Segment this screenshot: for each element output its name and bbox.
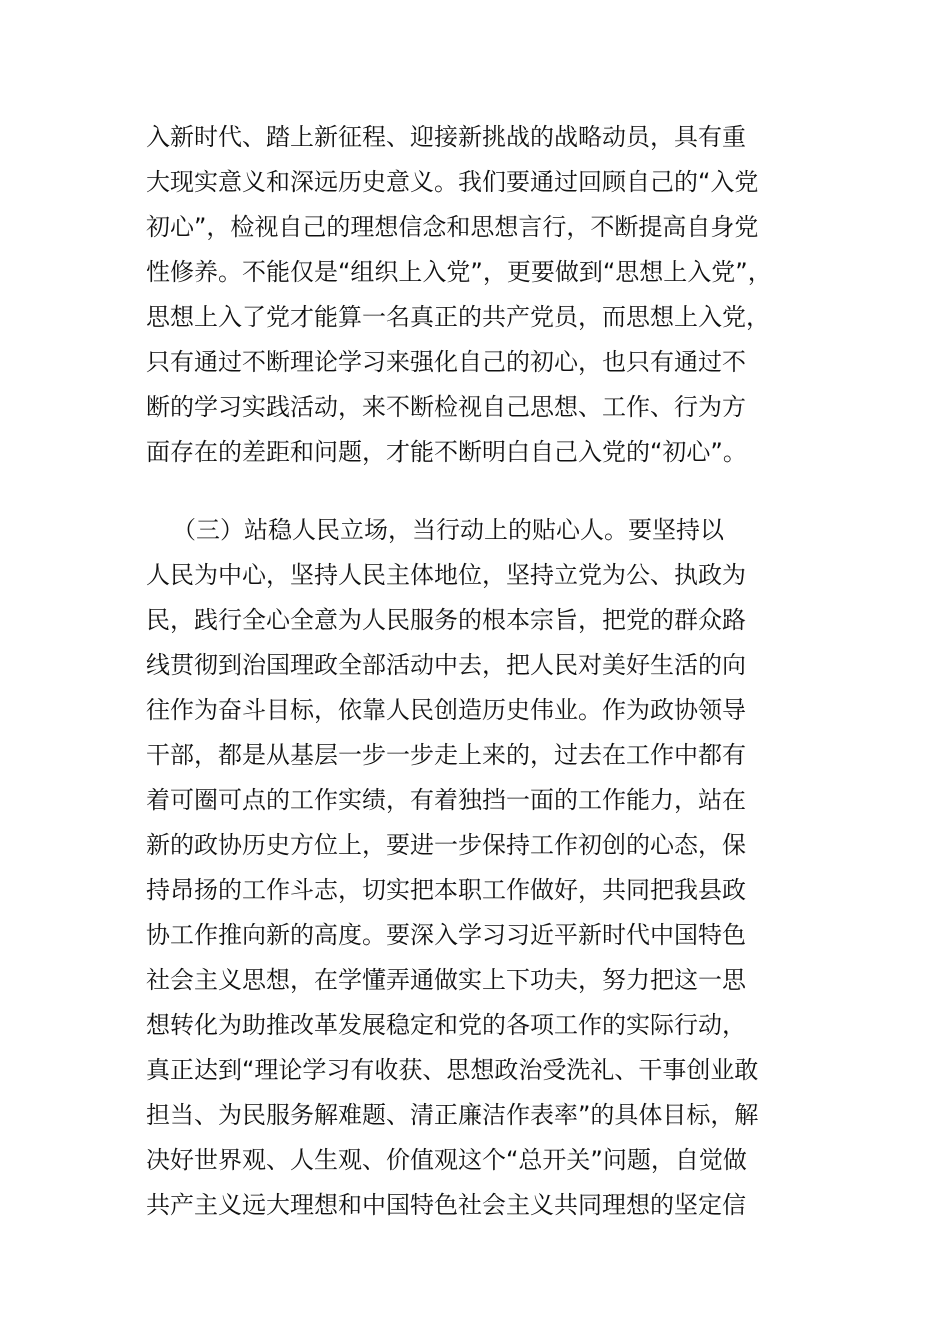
text-line: 真正达到“理论学习有收获、思想政治受洗礼、干事创业敢 [146,1056,759,1084]
text-line: 性修养。不能仅是“组织上入党”，更要做到“思想上入党”， [146,258,772,286]
paragraph-2 [146,508,816,1228]
paragraph-1 [146,115,816,475]
text-line: 线贯彻到治国理政全部活动中去，把人民对美好生活的向 [146,651,746,679]
text-line: 民，践行全心全意为人民服务的根本宗旨，把党的群众路 [146,606,746,634]
text-line: 想转化为助推改革发展稳定和党的各项工作的实际行动， [146,1011,746,1039]
section-heading-line: （三）站稳人民立场，当行动上的贴心人。要坚持以 [172,516,724,544]
text-line: 协工作推向新的高度。要深入学习习近平新时代中国特色 [146,921,746,949]
text-line: 思想上入了党才能算一名真正的共产党员，而思想上入党， [146,303,770,331]
text-line: 初心”，检视自己的理想信念和思想言行，不断提高自身党 [146,213,759,241]
text-line: 担当、为民服务解难题、清正廉洁作表率”的具体目标，解 [146,1101,759,1129]
text-line: 持昂扬的工作斗志，切实把本职工作做好，共同把我县政 [146,876,746,904]
text-line: 人民为中心，坚持人民主体地位，坚持立党为公、执政为 [146,561,746,589]
text-line: 社会主义思想，在学懂弄通做实上下功夫，努力把这一思 [146,966,746,994]
text-line: 大现实意义和深远历史意义。我们要通过回顾自己的“入党 [146,168,759,196]
text-line: 决好世界观、人生观、价值观这个“总开关”问题，自觉做 [146,1146,747,1174]
text-line: 共产主义远大理想和中国特色社会主义共同理想的坚定信 [146,1191,746,1219]
text-line: 入新时代、踏上新征程、迎接新挑战的战略动员，具有重 [146,123,746,151]
text-line: 只有通过不断理论学习来强化自己的初心，也只有通过不 [146,348,746,376]
text-line: 面存在的差距和问题，才能不断明白自己入党的“初心”。 [146,438,747,466]
text-line: 断的学习实践活动，来不断检视自己思想、工作、行为方 [146,393,746,421]
text-line: 往作为奋斗目标，依靠人民创造历史伟业。作为政协领导 [146,696,746,724]
text-line: 新的政协历史方位上，要进一步保持工作初创的心态，保 [146,831,746,859]
text-line: 着可圈可点的工作实绩，有着独挡一面的工作能力，站在 [146,786,746,814]
text-line: 干部，都是从基层一步一步走上来的，过去在工作中都有 [146,741,746,769]
